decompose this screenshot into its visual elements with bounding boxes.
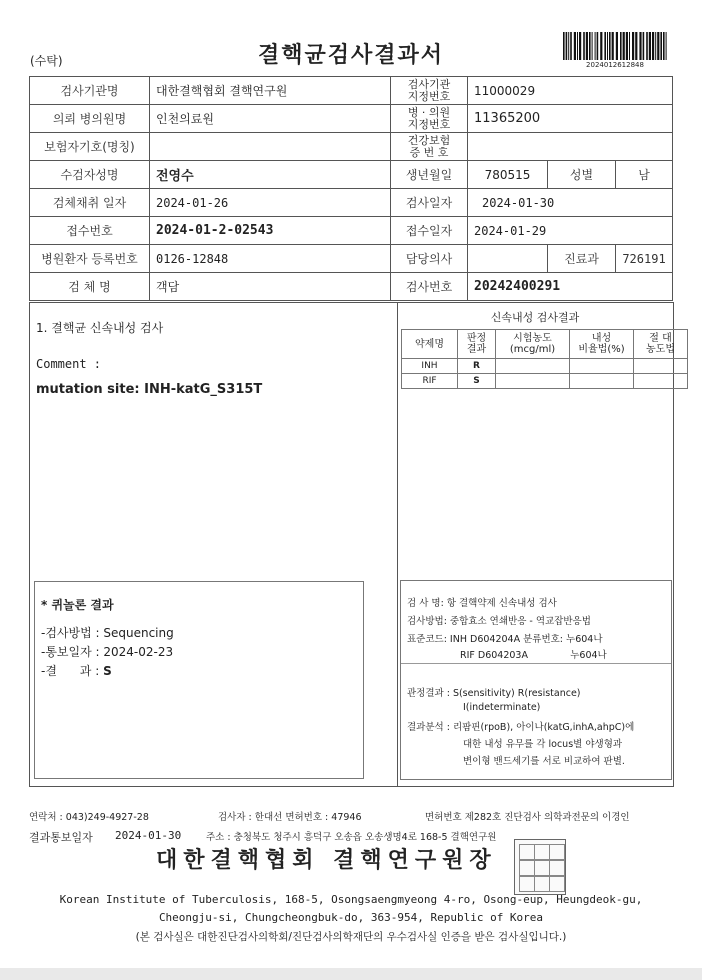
receipt-date-label: 접수일자 — [391, 217, 468, 245]
client-hospital: 인천의료원 — [150, 105, 391, 133]
insurance-label: 보험자기호(명칭) — [30, 133, 150, 161]
accession-number: 2024-01-2-02543 — [150, 217, 391, 245]
drug-result: S — [458, 374, 496, 389]
sex-value: 남 — [616, 161, 673, 189]
page-background — [0, 968, 702, 980]
contact-info: 연락처 : 043)249-4927-28 — [29, 812, 149, 823]
table-row — [30, 245, 673, 273]
drug-name: INH — [402, 359, 458, 374]
header-ratio: 내성 비율법(%) — [578, 333, 625, 355]
collect-date: 2024-01-26 — [150, 189, 391, 217]
judgement-line-1: 관정결과 : S(sensitivity) R(resistance) — [407, 688, 581, 699]
hospital-reg-label: 병원환자 등록번호 — [30, 245, 150, 273]
section-divider — [397, 303, 398, 786]
quinolone-box — [34, 581, 364, 779]
quinolone-date: -통보일자 : 2024-02-23 — [41, 645, 174, 659]
health-ins-value — [468, 133, 673, 161]
method-box — [400, 580, 672, 780]
table-row — [30, 189, 673, 217]
clinic-code-label — [391, 105, 468, 133]
test-date: 2024-01-30 — [468, 189, 673, 217]
notice-date-label: 결과통보일자 — [29, 831, 93, 844]
analysis-line-2: 대한 내성 유무를 각 locus별 야생형과 — [463, 739, 623, 750]
drug-ratio — [570, 359, 634, 374]
dept-label: 진료과 — [548, 245, 616, 273]
mutation-site: mutation site: INH-katG_S315T — [36, 382, 263, 397]
test-number: 20242400291 — [468, 273, 673, 301]
results-section — [29, 302, 674, 787]
judgement-line-2: I(indeterminate) — [463, 702, 541, 713]
health-ins-label — [391, 133, 468, 161]
column-header — [402, 330, 458, 359]
quinolone-title: * 퀴놀론 결과 — [41, 598, 114, 612]
patient-name: 전영수 — [150, 161, 391, 189]
org-address-en-2: Cheongju-si, Chungcheongbuk-do, 363-954, Republic of Korea — [158, 911, 544, 924]
analysis-line-1: 결과분석 : 리팜핀(rpoB), 아이나(katG,inhA,ahpC)에 — [407, 722, 635, 733]
drug-abs — [634, 374, 688, 389]
analysis-line-3: 변이형 밴드세기를 서로 비교하여 판별. — [463, 756, 625, 767]
table-row — [402, 359, 688, 374]
lab-name: 대한결핵협회 결핵연구원 — [150, 77, 391, 105]
insurance-value — [150, 133, 391, 161]
client-label: 의뢰 병의원명 — [30, 105, 150, 133]
method-test-name: 검 사 명: 항 결핵약제 신속내성 검사 — [407, 598, 557, 609]
table-row — [30, 77, 673, 105]
column-header — [570, 330, 634, 359]
health-ins-label-text: 건강보험 증 번 호 — [407, 133, 451, 159]
lab-code-label — [391, 77, 468, 105]
official-seal — [514, 839, 566, 895]
dob-label: 생년월일 — [391, 161, 468, 189]
comment-label: Comment : — [36, 357, 102, 371]
drug-ratio — [570, 374, 634, 389]
table-row — [30, 161, 673, 189]
drug-result: R — [458, 359, 496, 374]
org-address-en-1: Korean Institute of Tuberculosis, 168-5, Osongsaengmyeong 4-ro, Osong-eup, Heungdeok-gu, — [59, 893, 643, 906]
lab-code: 11000029 — [468, 77, 673, 105]
form-type-label: (수탁) — [30, 54, 63, 68]
drug-conc — [496, 374, 570, 389]
dept-value: 726191 — [616, 245, 673, 273]
patient-label: 수검자성명 — [30, 161, 150, 189]
method-code-inh: 표준코드: INH D604204A 분류번호: 누604나 — [407, 634, 603, 645]
drug-name: RIF — [402, 374, 458, 389]
hospital-reg-number: 0126-12848 — [150, 245, 391, 273]
header-drug: 약제명 — [415, 338, 444, 350]
collect-date-label: 검체채취 일자 — [30, 189, 150, 217]
sex-label: 성별 — [548, 161, 616, 189]
section-title: 1. 결핵균 신속내성 검사 — [36, 321, 164, 335]
drug-conc — [496, 359, 570, 374]
column-header — [458, 330, 496, 359]
header-result: 판정 결과 — [466, 333, 487, 355]
quinolone-result: S — [103, 664, 112, 678]
tester-info: 검사자 : 한대선 면허번호 : 47946 — [218, 812, 362, 823]
header-concentration: 시험농도 (mcg/ml) — [509, 333, 556, 355]
doctor-value — [468, 245, 548, 273]
results-title: 신속내성 검사결과 — [490, 311, 580, 324]
test-date-label: 검사일자 — [391, 189, 468, 217]
organization-name: 대한결핵협회 결핵연구원장 — [156, 847, 497, 873]
dob-value: 780515 — [468, 161, 548, 189]
test-no-label: 검사번호 — [391, 273, 468, 301]
drug-results-table — [401, 329, 688, 389]
notice-date: 2024-01-30 — [115, 829, 182, 842]
patient-info-table — [29, 76, 673, 301]
header-absolute: 절 대 농도법 — [646, 333, 675, 355]
quinolone-result-label: -결 과 : — [41, 664, 100, 678]
method-divider — [401, 663, 671, 664]
method-code-rif: RIF D604203A 누604나 — [460, 650, 607, 661]
receipt-date: 2024-01-29 — [468, 217, 673, 245]
barcode-number: 2024012612848 — [586, 61, 644, 69]
accession-label: 접수번호 — [30, 217, 150, 245]
column-header — [634, 330, 688, 359]
document-title: 결핵균검사결과서 — [257, 43, 445, 68]
table-header-row — [402, 330, 688, 359]
table-row — [402, 374, 688, 389]
table-row — [30, 273, 673, 301]
certification-note: (본 검사실은 대한진단검사의학회/진단검사의학재단의 우수검사실 인증을 받은 검사실입니다.) — [135, 931, 567, 943]
address: 주소 : 충청북도 청주시 흥덕구 오송읍 오송생명4로 168-5 결핵연구원 — [206, 832, 497, 843]
barcode — [562, 32, 668, 60]
quinolone-result-line — [41, 662, 112, 679]
quinolone-method: -검사방법 : Sequencing — [41, 626, 174, 640]
method-technique: 검사방법: 중합효소 연쇄반응 - 역교잡반응법 — [407, 616, 591, 627]
clinic-code-label-text: 병 · 의원 지정번호 — [407, 105, 451, 131]
table-row — [30, 217, 673, 245]
drug-abs — [634, 359, 688, 374]
table-row — [30, 133, 673, 161]
column-header — [496, 330, 570, 359]
clinic-code: 11365200 — [468, 105, 673, 133]
doctor-label: 담당의사 — [391, 245, 468, 273]
specimen-value: 객담 — [150, 273, 391, 301]
specimen-label: 검 체 명 — [30, 273, 150, 301]
license-info: 면허번호 제282호 진단검사 의학과전문의 이경인 — [425, 812, 630, 823]
lab-code-label-text: 검사기관 지정번호 — [407, 77, 451, 103]
lab-name-label: 검사기관명 — [30, 77, 150, 105]
table-row — [30, 105, 673, 133]
